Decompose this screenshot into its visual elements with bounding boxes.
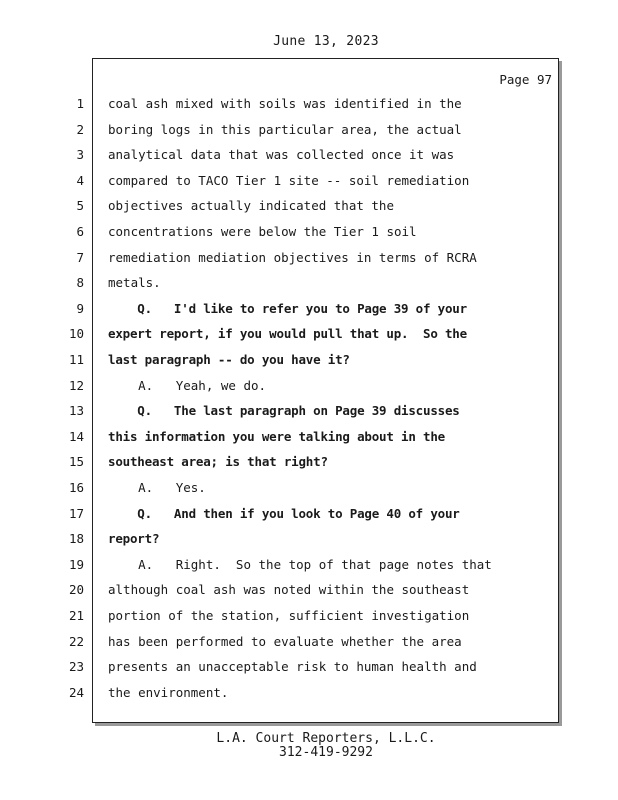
line-number: 18: [68, 531, 84, 546]
testimony-line: although coal ash was noted within the southeast: [108, 582, 470, 597]
line-number: 7: [76, 250, 84, 265]
line-number: 6: [76, 224, 84, 239]
line-number: 21: [68, 608, 84, 623]
testimony-line: coal ash mixed with soils was identified in the: [108, 96, 462, 111]
line-number: 22: [68, 634, 84, 649]
reporter-company: L.A. Court Reporters, L.L.C.: [216, 731, 436, 746]
line-number: 23: [68, 659, 84, 674]
testimony-line: metals.: [108, 275, 161, 290]
testimony-line: concentrations were below the Tier 1 soil: [108, 224, 417, 239]
line-number: 16: [68, 480, 84, 495]
question-line: Q. The last paragraph on Page 39 discusses: [108, 403, 460, 418]
testimony-line: A. Yeah, we do.: [108, 378, 267, 393]
transcript-date: June 13, 2023: [273, 34, 379, 49]
testimony-line: has been performed to evaluate whether the area: [108, 634, 462, 649]
testimony-line: objectives actually indicated that the: [108, 198, 394, 213]
testimony-line: portion of the station, sufficient investigation: [108, 608, 470, 623]
line-number: 24: [68, 685, 84, 700]
testimony-line: remediation mediation objectives in terms of RCRA: [108, 250, 477, 265]
question-line: Q. And then if you look to Page 40 of your: [108, 506, 460, 521]
question-line: Q. I'd like to refer you to Page 39 of your: [108, 301, 467, 316]
question-line: southeast area; is that right?: [108, 454, 328, 469]
line-number: 12: [68, 378, 84, 393]
reporter-phone: 312-419-9292: [279, 745, 373, 760]
line-number: 8: [76, 275, 84, 290]
question-line: this information you were talking about in the: [108, 429, 445, 444]
testimony-line: boring logs in this particular area, the actual: [108, 122, 462, 137]
line-number: 10: [68, 326, 84, 341]
line-number: 17: [68, 506, 84, 521]
testimony-line: A. Right. So the top of that page notes that: [108, 557, 492, 572]
line-number: 5: [76, 198, 84, 213]
line-number: 11: [68, 352, 84, 367]
footer: [0, 732, 618, 760]
line-number: 3: [76, 147, 84, 162]
testimony-line: presents an unacceptable risk to human health and: [108, 659, 477, 674]
line-number: 9: [76, 301, 84, 316]
testimony-line: A. Yes.: [108, 480, 206, 495]
line-number: 4: [76, 173, 84, 188]
testimony-line: compared to TACO Tier 1 site -- soil remediation: [108, 173, 470, 188]
question-line: expert report, if you would pull that up. So the: [108, 326, 467, 341]
question-line: report?: [108, 531, 160, 546]
line-number: 14: [68, 429, 84, 444]
line-number: 2: [76, 122, 84, 137]
line-number: 13: [68, 403, 84, 418]
line-number: 20: [68, 582, 84, 597]
line-number: 19: [68, 557, 84, 572]
line-number: 15: [68, 454, 84, 469]
testimony-line: analytical data that was collected once it was: [108, 147, 455, 162]
line-number: 1: [76, 96, 84, 111]
testimony-line: the environment.: [108, 685, 229, 700]
page-number: Page 97: [499, 72, 552, 87]
question-line: last paragraph -- do you have it?: [108, 352, 350, 367]
